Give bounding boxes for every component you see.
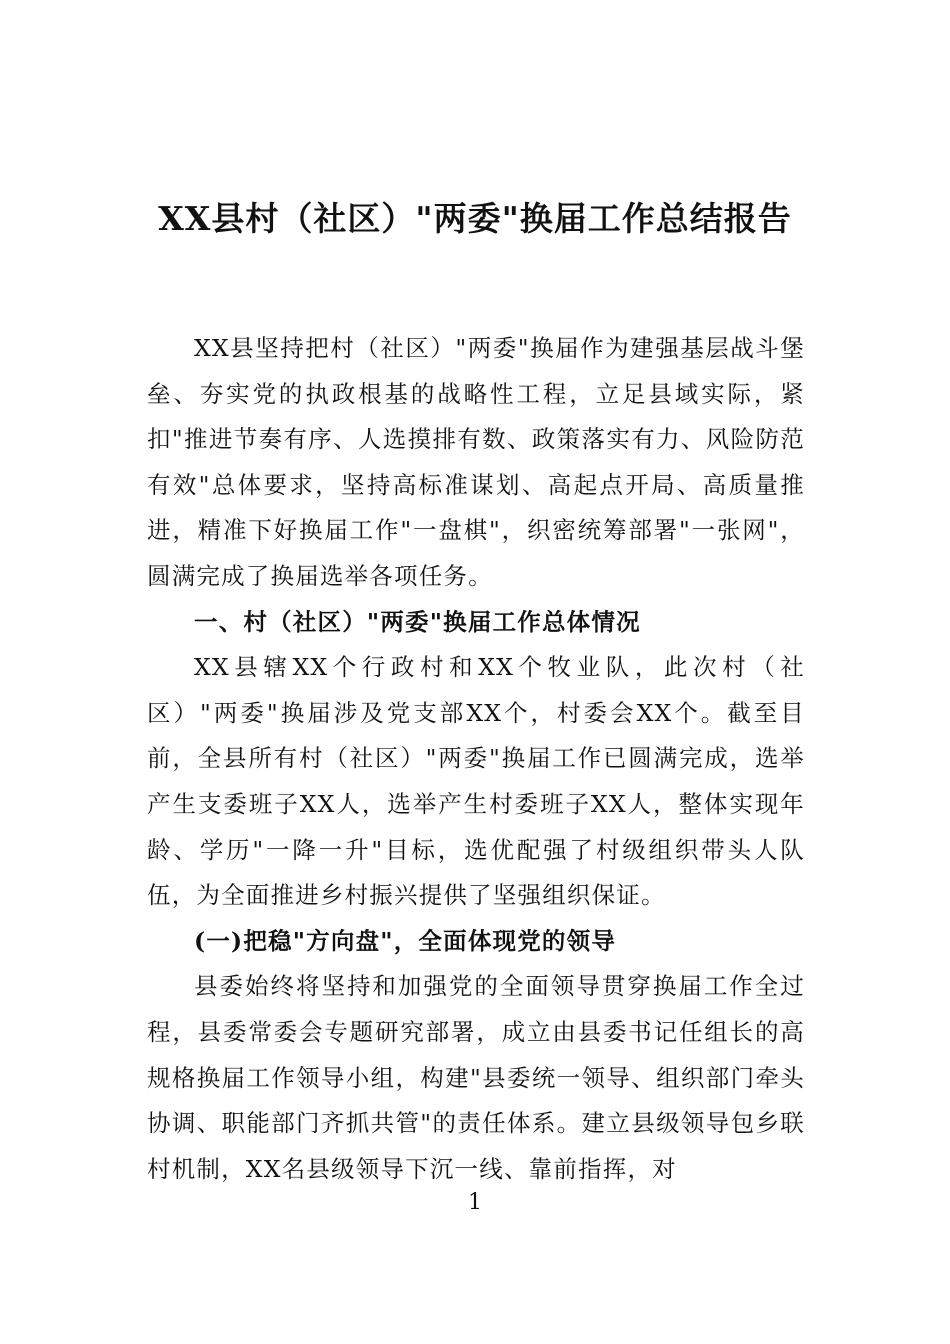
section-heading-1: 一、村（社区）"两委"换届工作总体情况 [194, 607, 641, 636]
overview-paragraph: XX县辖XX个行政村和XX个牧业队，此次村（社区）"两委"换届涉及党支部XX个，村委会XX个。截至目前，全县所有村（社区）"两委"换届工作已圆满完成，选举产生支委班子XX人，选举产生村委班子XX人，整体实现年龄、学历"一降一升"目标，选优配强了村级组织带头人队伍，为全面推进乡村振兴提供了坚强组织保证。 [147, 653, 805, 910]
document-title: XX县村（社区）"两委"换届工作总结报告 [158, 199, 792, 238]
document-body [147, 326, 805, 1192]
subsection-heading-1: (一)把稳"方向盘"，全面体现党的领导 [194, 926, 617, 955]
leadership-paragraph: 县委始终将坚持和加强党的全面领导贯穿换届工作全过程，县委常委会专题研究部署，成立由县委书记任组长的高规格换届工作领导小组，构建"县委统一领导、组织部门牵头协调、职能部门齐抓共管"的责任体系。建立县级领导包乡联村机制，XX名县级领导下沉一线、靠前指挥，对 [147, 972, 805, 1183]
page-number: 1 [468, 1190, 482, 1215]
intro-paragraph: XX县坚持把村（社区）"两委"换届作为建强基层战斗堡垒、夯实党的执政根基的战略性工程，立足县域实际，紧扣"推进节奏有序、人选摸排有数、政策落实有力、风险防范有效"总体要求，坚持高标准谋划、高起点开局、高质量推进，精准下好换届工作"一盘棋"，织密统筹部署"一张网"，圆满完成了换届选举各项任务。 [147, 334, 805, 590]
